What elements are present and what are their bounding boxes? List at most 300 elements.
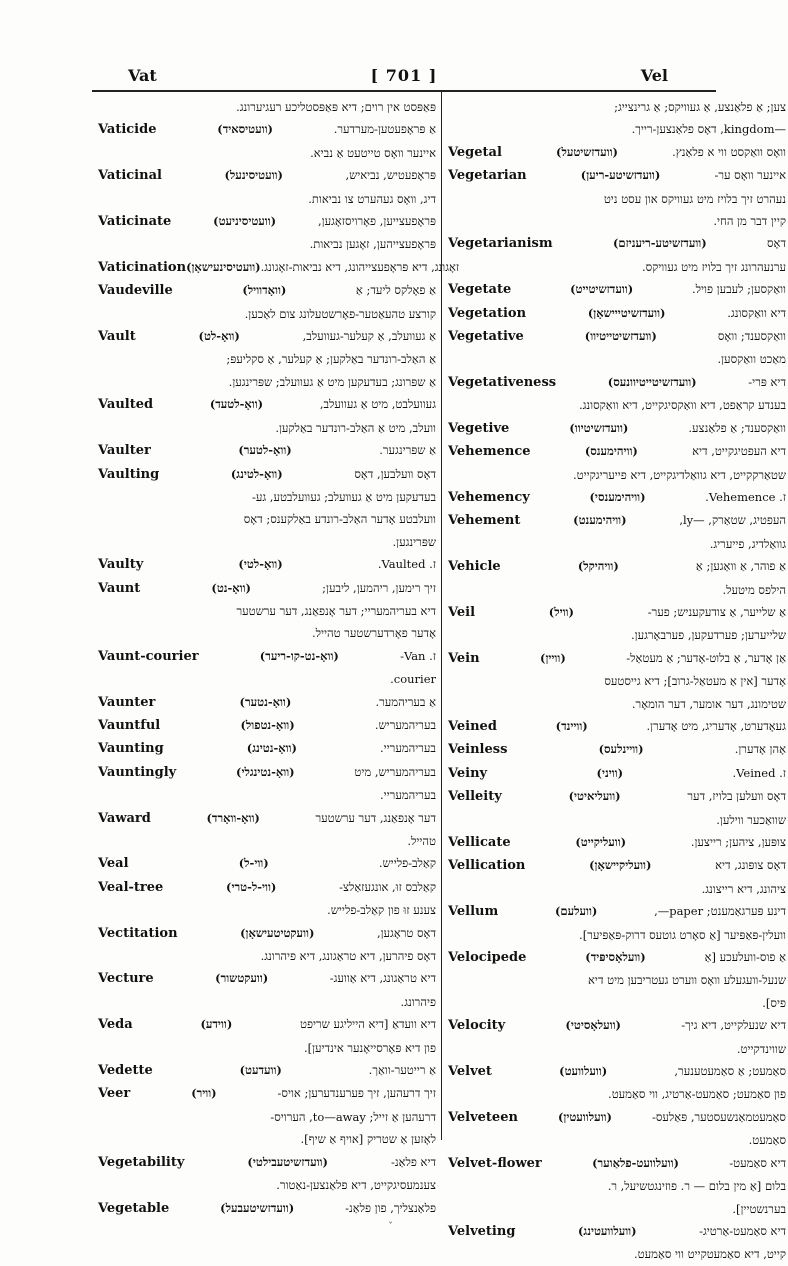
entry-headword: Vecture: [98, 971, 154, 987]
entry-continuation-line: שטאַרקקייט, דיא גוואַלדיגקייט, דיא פייעריגקייט.: [573, 467, 786, 482]
dictionary-entry: [98, 303, 436, 325]
dictionary-entry: [448, 118, 786, 140]
entry-pronunciation: (וועלוועטין): [557, 1109, 612, 1124]
entry-definition: איינער וואָס ער-: [714, 168, 786, 183]
entry-headword: Veiny: [448, 765, 488, 781]
dictionary-entry: [98, 577, 436, 600]
entry-headword: Vaticide: [98, 122, 157, 138]
entry-continuation-line: וועלין-פּאַפּיער [אַ סאָרט גוטעס דרוק-פּאַפּיער].: [579, 927, 786, 942]
entry-headword: Vauntful: [98, 717, 161, 733]
dictionary-entry: [448, 164, 786, 187]
entry-headword: Vegetive: [448, 420, 510, 436]
entry-headword: Vehement: [448, 513, 521, 529]
entry-pronunciation: (וואָ-לט): [198, 329, 240, 344]
entry-definition: דער אָנפאַנג, דער ערשטער: [315, 810, 436, 825]
entry-continuation-line: פּראָפעצייהען, זאָגען נביאות.: [309, 237, 436, 252]
entry-continuation-line: פיהרונג.: [400, 994, 436, 1009]
dictionary-entry: [98, 876, 436, 899]
dictionary-entry: [98, 325, 436, 348]
entry-headword: Vein: [448, 650, 480, 666]
entry-definition: אַ פוהר, אַ וואַגען; אַ: [695, 559, 786, 574]
entry-pronunciation: (ווי-ל): [238, 856, 269, 871]
entry-continuation-line: צען; אַ פלאַנצע, אַ געוויקס; אַ גרינצייג;: [614, 100, 786, 114]
entry-definition: קאַלבס זוּ, אונגעזאַלצ-: [339, 879, 436, 894]
entry-headword: Veined: [448, 718, 497, 734]
dictionary-entry: [98, 1037, 436, 1059]
entry-continuation-line: וועלבטע אָדער האַלב-רונדע באַלקענס; דאָס: [243, 512, 436, 527]
entry-definition: דאָס וועלבען, דאָס: [354, 466, 436, 481]
entry-headword: Velvet: [448, 1064, 492, 1080]
dictionary-entry: [448, 1014, 786, 1037]
entry-headword: Vegetarian: [448, 168, 527, 184]
page-number: [ 701 ]: [370, 66, 438, 85]
entry-continuation-line: שנעל-וועגעלע וואָס ווערט געטריבען מיט דיא: [588, 973, 786, 988]
entry-headword: Veal-tree: [98, 879, 164, 895]
entry-continuation-line: פיס].: [762, 995, 786, 1010]
entry-definition: פלאַנצליך, פון פלאַנ-: [345, 1200, 436, 1215]
entry-continuation-line: צענמעסיגקייט, דיא פלאַנצען-נאַטור.: [276, 1178, 436, 1193]
entry-continuation-line: שווינדקייט.: [736, 1041, 786, 1056]
entry-continuation-line: בעריהמעריי.: [380, 788, 436, 803]
entry-headword: Vegetation: [448, 305, 527, 321]
entry-continuation-line: קייט, דיא סאַמעטקייט ווי סאַמעט.: [634, 1247, 786, 1262]
dictionary-entry: [448, 831, 786, 854]
entry-continuation-line: דיג, וואָס געהערט צו נביאות.: [308, 191, 436, 206]
entry-pronunciation: (וועלוועט): [559, 1064, 608, 1079]
dictionary-entry: [98, 279, 436, 302]
entry-headword: Vaulted: [98, 397, 154, 413]
entry-pronunciation: (וועלעם): [554, 904, 598, 919]
entry-definition: דאָס צופּונג, דיא: [715, 858, 786, 873]
entry-definition: דיא וועדאַ [דיא הייליגע שריפט: [300, 1017, 436, 1032]
entry-definition: דינע פּערגאַמענט; paper—,: [654, 904, 786, 919]
entry-continuation-line: נעהרט זיך בלויז מיט געוויקס און עסט ניט: [603, 191, 786, 206]
dictionary-entry: [448, 693, 786, 715]
dictionary-entry: [448, 464, 786, 486]
entry-headword: Vaunter: [98, 694, 156, 710]
entry-pronunciation: (וויני): [596, 765, 624, 780]
entry-continuation-line: —kingdom, דאָס פלאַנצען-רייך.: [631, 122, 786, 137]
entry-continuation-line: פּאַפּסט אין רוים; דיא פּאַפּסטליכע רעגיערונג.: [236, 100, 436, 114]
dictionary-entry: [448, 256, 786, 278]
entry-definition: דיא פלאַנ-: [390, 1154, 436, 1169]
entry-continuation-line: דיא בעריהמעריי; דער אָנפאַנג, דער ערשטער: [236, 603, 436, 618]
entry-definition: זאָגונג, דיא פּראָפעצייהונג, דיא נביאות-זאָגונג.: [260, 259, 460, 274]
entry-headword: Vellum: [448, 904, 499, 920]
entry-headword: Vault: [98, 329, 136, 345]
page-header: [92, 64, 716, 90]
entry-headword: Velveteen: [448, 1109, 518, 1125]
entry-pronunciation: (וועדזשיטע-ריען): [580, 168, 661, 183]
entry-continuation-line: ערנעהרונג זיך בלויז מיט געוויקס.: [641, 259, 786, 274]
entry-pronunciation: (ווי-ל-טרי): [226, 879, 277, 894]
dictionary-entry: [98, 830, 436, 852]
entry-headword: Vaunting: [98, 741, 164, 757]
dictionary-entry: [448, 1152, 786, 1175]
header-guide-word-left: Vat: [128, 66, 157, 85]
entry-definition: אַ פאָלקס ליעד; אַ: [355, 283, 436, 298]
dictionary-entry: [448, 1243, 786, 1265]
entry-headword: Vaulter: [98, 443, 151, 459]
dictionary-entry: [98, 348, 436, 370]
dictionary-entry: [98, 714, 436, 737]
entry-continuation-line: דאָס פיהרען, דיא טראַגונג, דיא פיהרונג.: [260, 949, 436, 964]
entry-pronunciation: (וועטיסינעל): [224, 168, 283, 183]
dictionary-entry: [98, 96, 436, 118]
entry-headword: Vaunt: [98, 580, 141, 596]
entry-headword: Vellicate: [448, 835, 511, 850]
dictionary-entry: [98, 393, 436, 416]
entry-pronunciation: (ווידע): [200, 1017, 233, 1032]
dictionary-entry: [98, 233, 436, 255]
entry-headword: Vehemency: [448, 489, 530, 505]
entry-headword: Vegetate: [448, 282, 512, 298]
entry-pronunciation: (וועלאָסיטי): [565, 1018, 621, 1033]
entry-headword: Veal: [98, 856, 129, 872]
entry-pronunciation: (וויר): [191, 1086, 217, 1101]
entry-continuation-line: שטימונג, דער אומער, דער הומאָר.: [631, 696, 786, 711]
dictionary-entry: [98, 668, 436, 690]
entry-definition: וואַקסענד; אַ פלאַנצע.: [688, 420, 786, 435]
entry-definition: ז. Vehemence.: [705, 489, 786, 504]
dictionary-entry: [98, 899, 436, 921]
entry-continuation-line: שלייערען; פערדעקען, פערבאָרגען.: [631, 628, 786, 643]
dictionary-entry: [448, 647, 786, 670]
dictionary-entry: [448, 371, 786, 394]
dictionary-entry: [448, 394, 786, 416]
entry-continuation-line: בענדע קראַפט, דיא וואַקסיגקייט, דיא וואַקסונג.: [578, 398, 786, 413]
entry-headword: Veda: [98, 1017, 133, 1033]
entry-pronunciation: (וועדזשיטעבילטי): [247, 1154, 328, 1169]
entry-continuation-line: אַ שפּרונג; בעדעקען מיט אַ געוועלב; שפּרינגען.: [228, 374, 436, 389]
entry-headword: Vaticination: [98, 259, 187, 275]
entry-headword: Vaticinate: [98, 214, 172, 230]
dictionary-entry: [448, 1198, 786, 1220]
entry-definition: בעריהמעריש.: [374, 717, 436, 732]
entry-headword: Vaward: [98, 810, 151, 826]
entry-continuation-line: שוואַכער ווילען.: [716, 812, 786, 827]
entry-definition: געאָדערט, אָדעריג, מיט אָדערן.: [646, 718, 786, 733]
entry-continuation-line: פון דיא פּאָרסייאָנער אינדיען].: [303, 1040, 436, 1055]
entry-definition: זיך דרעהען, זיך פערענדערען; אויס-: [277, 1086, 436, 1101]
entry-headword: Velocipede: [448, 950, 527, 966]
entry-headword: Vehicle: [448, 559, 501, 575]
entry-continuation-line: אַ האַלב-רונדער באַלקען; אַ קעלער, אַ סקליעפּ;: [226, 352, 436, 367]
entry-headword: Vaticinal: [98, 168, 162, 184]
entry-pronunciation: (וועטיסיניעט): [213, 214, 277, 229]
entry-definition: ז. Van-: [400, 648, 436, 663]
entry-headword: Vegetal: [448, 144, 502, 160]
entry-pronunciation: (וואָ-לטינג): [230, 466, 283, 481]
dictionary-entry: [98, 922, 436, 945]
entry-pronunciation: (וועדזשיטעבעל): [220, 1200, 295, 1215]
entry-definition: דיא פּרי-: [748, 374, 786, 389]
dictionary-entry: [98, 417, 436, 439]
entry-headword: Velocity: [448, 1018, 506, 1034]
entry-headword: Vellication: [448, 858, 526, 874]
entry-pronunciation: (וויהימענסי): [589, 489, 646, 504]
entry-definition: אַ פּראָפעטען-מערדער.: [333, 122, 436, 137]
entry-definition: צופּען, ציהען; רייצען.: [690, 835, 786, 849]
entry-pronunciation: (וואָ-וואָרד): [206, 810, 260, 825]
entry-headword: Vaudeville: [98, 283, 173, 299]
entry-pronunciation: (וואָ-לטעד): [209, 397, 264, 412]
entry-continuation-line: בלום [אַ מין בלום — ר. פוזינגטשיעל, ר.: [607, 1179, 786, 1194]
entry-pronunciation: (וועדזשיטייטיוונעס): [607, 374, 697, 389]
entry-definition: אַ פוס-וועלעכע [אַ: [704, 950, 786, 965]
dictionary-entry: [98, 164, 436, 187]
dictionary-entry: [448, 579, 786, 601]
dictionary-entry: [98, 439, 436, 462]
entry-definition: אָהן אָדערן.: [734, 742, 786, 757]
dictionary-entry: [448, 1129, 786, 1151]
entry-definition: אַ געוועלב, אַ קעלער-געוועלב,: [302, 329, 436, 344]
dictionary-entry: [98, 1197, 436, 1220]
dictionary-entry: [448, 555, 786, 578]
entry-pronunciation: (וועלאָסיפּיד): [585, 950, 646, 965]
dictionary-entry: [98, 1128, 436, 1150]
entry-pronunciation: (וועדזשיטייטיוו): [584, 329, 657, 344]
entry-pronunciation: (וואָ-נט-קו-ריער): [259, 648, 339, 663]
dictionary-entry: [448, 809, 786, 831]
entry-continuation-line: בעדעקען מיט אַ געוועלב; געוועלבטע, גע-: [251, 489, 436, 504]
dictionary-entry: [448, 969, 786, 991]
entry-pronunciation: (וואָדוויל): [242, 283, 287, 298]
dictionary-entry: [98, 761, 436, 784]
entry-continuation-line: פון סאַמעט; סאַמעט-אַרטיג, ווי סאַמעט.: [608, 1087, 786, 1102]
dictionary-entry: [448, 1175, 786, 1197]
entry-pronunciation: (וויין): [540, 650, 566, 665]
entry-headword: Velvet-flower: [448, 1155, 542, 1171]
header-rule: [92, 90, 716, 92]
column-divider: [441, 92, 442, 1140]
dictionary-entry: [448, 854, 786, 877]
entry-continuation-line: קורצע טהעאַטער-פאָרשטעלונג צום לאַכען.: [244, 306, 436, 321]
dictionary-entry: [448, 210, 786, 232]
entry-definition: וואַקסענד; וואָס: [717, 329, 786, 344]
entry-pronunciation: (וואָ-נט): [211, 580, 251, 595]
entry-pronunciation: (וואָ-נטפול): [240, 717, 295, 732]
dictionary-entry: [98, 600, 436, 622]
dictionary-entry: [98, 1059, 436, 1082]
dictionary-entry: [448, 715, 786, 738]
entry-definition: דיא סאַמעט-: [729, 1155, 786, 1170]
entry-pronunciation: (וויהיקל): [577, 559, 619, 574]
dictionary-entry: [98, 1082, 436, 1105]
entry-definition: סאַמעט; אַ סאַמעטענער,: [674, 1064, 786, 1079]
dictionary-entry: [448, 1060, 786, 1083]
dictionary-entry: [448, 96, 786, 118]
dictionary-entry: [448, 348, 786, 370]
entry-headword: Veinless: [448, 742, 508, 758]
entry-headword: Velleity: [448, 789, 502, 805]
dictionary-entry: [448, 900, 786, 923]
entry-continuation-line: ציהונג, דיא רייצונג.: [701, 881, 786, 896]
entry-definition: אַ שפּרינגער.: [379, 443, 436, 458]
entry-continuation-line: אָדער פאָרדערשטער טהייל.: [311, 626, 436, 641]
entry-headword: Vectitation: [98, 925, 178, 941]
dictionary-entry: [98, 486, 436, 508]
entry-definition: אַ בעריהמער.: [375, 694, 436, 709]
right-column: [448, 96, 786, 1262]
dictionary-entry: [98, 945, 436, 967]
dictionary-entry: [448, 417, 786, 440]
dictionary-entry: [98, 991, 436, 1013]
dictionary-entry: [98, 967, 436, 990]
entry-definition: דיא וואַקסונג.: [727, 305, 786, 320]
entry-continuation-line: וועלב, מיט אַ האַלב-רונדער באַלקען.: [275, 420, 436, 435]
entry-definition: דיא טראַגונג, דיא אַוועג-: [329, 971, 436, 986]
entry-pronunciation: (וועליקיישאָן): [589, 858, 652, 873]
dictionary-entry: [98, 807, 436, 830]
entry-pronunciation: (וואָ-נטינג): [246, 741, 297, 756]
entry-pronunciation: (וועליקייט): [575, 835, 627, 849]
entry-definition: בעריהמעריש, מיט: [354, 764, 436, 779]
entry-headword: Vegetativeness: [448, 374, 557, 390]
entry-headword: Veer: [98, 1086, 131, 1102]
entry-definition: וואָס וואַקסט ווי א פלאַנץ.: [672, 144, 786, 159]
entry-definition: ז. Veined.: [732, 765, 786, 780]
entry-definition: דיא סאַמעט-אַרטיג-: [699, 1223, 786, 1238]
entry-pronunciation: (וויינלעס): [598, 742, 644, 757]
entry-definition: דאָס וועלען בלויז, דער: [687, 789, 786, 804]
dictionary-entry: [98, 371, 436, 393]
dictionary-entry: [448, 509, 786, 532]
entry-headword: Vegetability: [98, 1154, 185, 1170]
dictionary-entry: [448, 141, 786, 164]
dictionary-entry: [448, 924, 786, 946]
entry-continuation-line: מאַכט וואַקסען.: [717, 352, 786, 367]
dictionary-entry: [448, 486, 786, 509]
entry-continuation-line: אָדער [אין אַ מעטאַל-גרוב]; דיא גייסטעס: [604, 674, 786, 689]
entry-definition: דיא העפטיגקייט, דיא: [692, 444, 786, 459]
entry-headword: Velveting: [448, 1223, 516, 1239]
footer-mark: ˇ: [388, 1222, 393, 1233]
entry-headword: Vegetable: [98, 1200, 170, 1216]
dictionary-entry: [448, 325, 786, 348]
entry-definition: אַן אָדער, אַ בלוט-אָדער; אַ מעטאַל-: [626, 650, 786, 665]
dictionary-entry: [98, 553, 436, 576]
dictionary-entry: [448, 1083, 786, 1105]
entry-pronunciation: (וויהימענס): [584, 444, 638, 459]
entry-definition: דאָס: [767, 236, 786, 251]
dictionary-entry: [98, 1013, 436, 1036]
dictionary-entry: [98, 531, 436, 553]
entry-definition: דאָס טראָגען,: [376, 925, 436, 940]
dictionary-entry: [448, 302, 786, 325]
entry-continuation-line: צענע זוּ פון קאַלב-פלייש.: [327, 903, 436, 918]
entry-pronunciation: (וועטיסינעישאָן): [186, 259, 261, 274]
entry-definition: פּראָפעטיש, נביאיש,: [345, 168, 436, 183]
entry-pronunciation: (וועליאיטי): [568, 789, 621, 804]
entry-definition: דיא שנעלקייט, דיא גיך-: [681, 1018, 786, 1033]
dictionary-entry: [98, 256, 460, 279]
dictionary-entry: [98, 1151, 436, 1174]
dictionary-entry: [98, 210, 436, 233]
entry-pronunciation: (וועקטיטעישאָן): [240, 925, 315, 940]
entry-pronunciation: (וויינד): [555, 718, 588, 733]
dictionary-entry: [98, 463, 436, 486]
entry-continuation-line: איינער וואָס טייטעט אַ נביא.: [310, 145, 436, 160]
dictionary-entry: [448, 440, 786, 463]
dictionary-entry: [448, 624, 786, 646]
dictionary-entry: [448, 762, 786, 785]
entry-headword: Vegetative: [448, 329, 524, 345]
entry-definition: בעריהמעריי.: [379, 741, 436, 756]
entry-pronunciation: (וועלוועטינג): [577, 1223, 637, 1238]
entry-definition: סאַמעטמאַנשעסטער, פּאַלעס-: [651, 1109, 786, 1124]
dictionary-entry: [448, 232, 786, 255]
dictionary-entry: [448, 601, 786, 624]
entry-pronunciation: (וועלוועט-פלאַוער): [592, 1155, 679, 1170]
entry-headword: Vegetarianism: [448, 236, 553, 252]
entry-continuation-line: טהייל.: [407, 834, 436, 848]
entry-continuation-line: קיין דבר מן החי.: [713, 214, 786, 229]
entry-definition: קאַלב-פלייש.: [378, 856, 436, 871]
entry-continuation-line: גוואַלדיג, פייעריג.: [709, 536, 786, 551]
dictionary-entry: [98, 1106, 436, 1128]
dictionary-entry: [98, 118, 436, 141]
entry-definition: וואַקסען; לעבען פויל.: [691, 282, 786, 297]
entry-definition: ז. Vaulted.: [377, 557, 436, 572]
entry-pronunciation: (וואָ-לטי): [238, 557, 283, 572]
entry-continuation-line: לאָזען אַ שטריק [אויף אַ שיף].: [300, 1132, 436, 1147]
entry-headword: Vauntingly: [98, 764, 177, 780]
entry-headword: Vedette: [98, 1063, 153, 1079]
entry-pronunciation: (וואָ-לטער): [238, 443, 292, 458]
entry-headword: Vaulting: [98, 466, 160, 482]
entry-headword: Veil: [448, 604, 476, 620]
dictionary-entry: [448, 533, 786, 555]
entry-pronunciation: (וועדזשיטיוו): [569, 420, 629, 435]
entry-definition: אַ רייטער-וואַך.: [368, 1063, 436, 1078]
dictionary-entry: [448, 188, 786, 210]
entry-pronunciation: (וועטיסאיד): [217, 122, 273, 137]
entry-headword: Vaulty: [98, 557, 144, 573]
entry-pronunciation: (וועדזשיטייט): [570, 282, 634, 297]
entry-pronunciation: (וועקטשור): [215, 971, 269, 986]
dictionary-entry: [448, 670, 786, 692]
dictionary-entry: [98, 737, 436, 760]
dictionary-entry: [448, 1220, 786, 1243]
entry-definition: געוועלבט, מיט אַ געוועלב,: [319, 397, 436, 412]
dictionary-entry: [98, 188, 436, 210]
dictionary-entry: [98, 852, 436, 875]
dictionary-entry: [448, 278, 786, 301]
entry-pronunciation: (וועדזשיטעל): [556, 144, 619, 159]
entry-headword: Vehemence: [448, 444, 531, 460]
entry-continuation-line: הילפס מיטעל.: [722, 582, 786, 597]
dictionary-entry: [448, 1106, 786, 1129]
entry-definition: פּראָפעצייען, פאָרויסזאָגען,: [318, 214, 436, 229]
dictionary-entry: [98, 622, 436, 644]
dictionary-entry: [98, 691, 436, 714]
entry-continuation-line: בערנשטיין].: [732, 1201, 786, 1216]
header-guide-word-right: Vel: [640, 66, 668, 85]
dictionary-entry: [98, 142, 436, 164]
entry-headword: Vaunt-courier: [98, 648, 199, 664]
dictionary-entry: [98, 1174, 436, 1196]
entry-continuation-line: דרעהען אַ זייל; to—away, הערויס-: [270, 1109, 436, 1124]
entry-pronunciation: (וואָ-נטער): [239, 694, 292, 709]
entry-continuation-line: courier.: [390, 672, 436, 687]
dictionary-entry: [448, 946, 786, 969]
entry-pronunciation: (וועדזשיטייישאָן): [587, 305, 666, 320]
dictionary-entry: [448, 738, 786, 761]
entry-continuation-line: סאַמעט.: [748, 1133, 786, 1148]
dictionary-entry: [448, 992, 786, 1014]
left-column: [98, 96, 460, 1216]
